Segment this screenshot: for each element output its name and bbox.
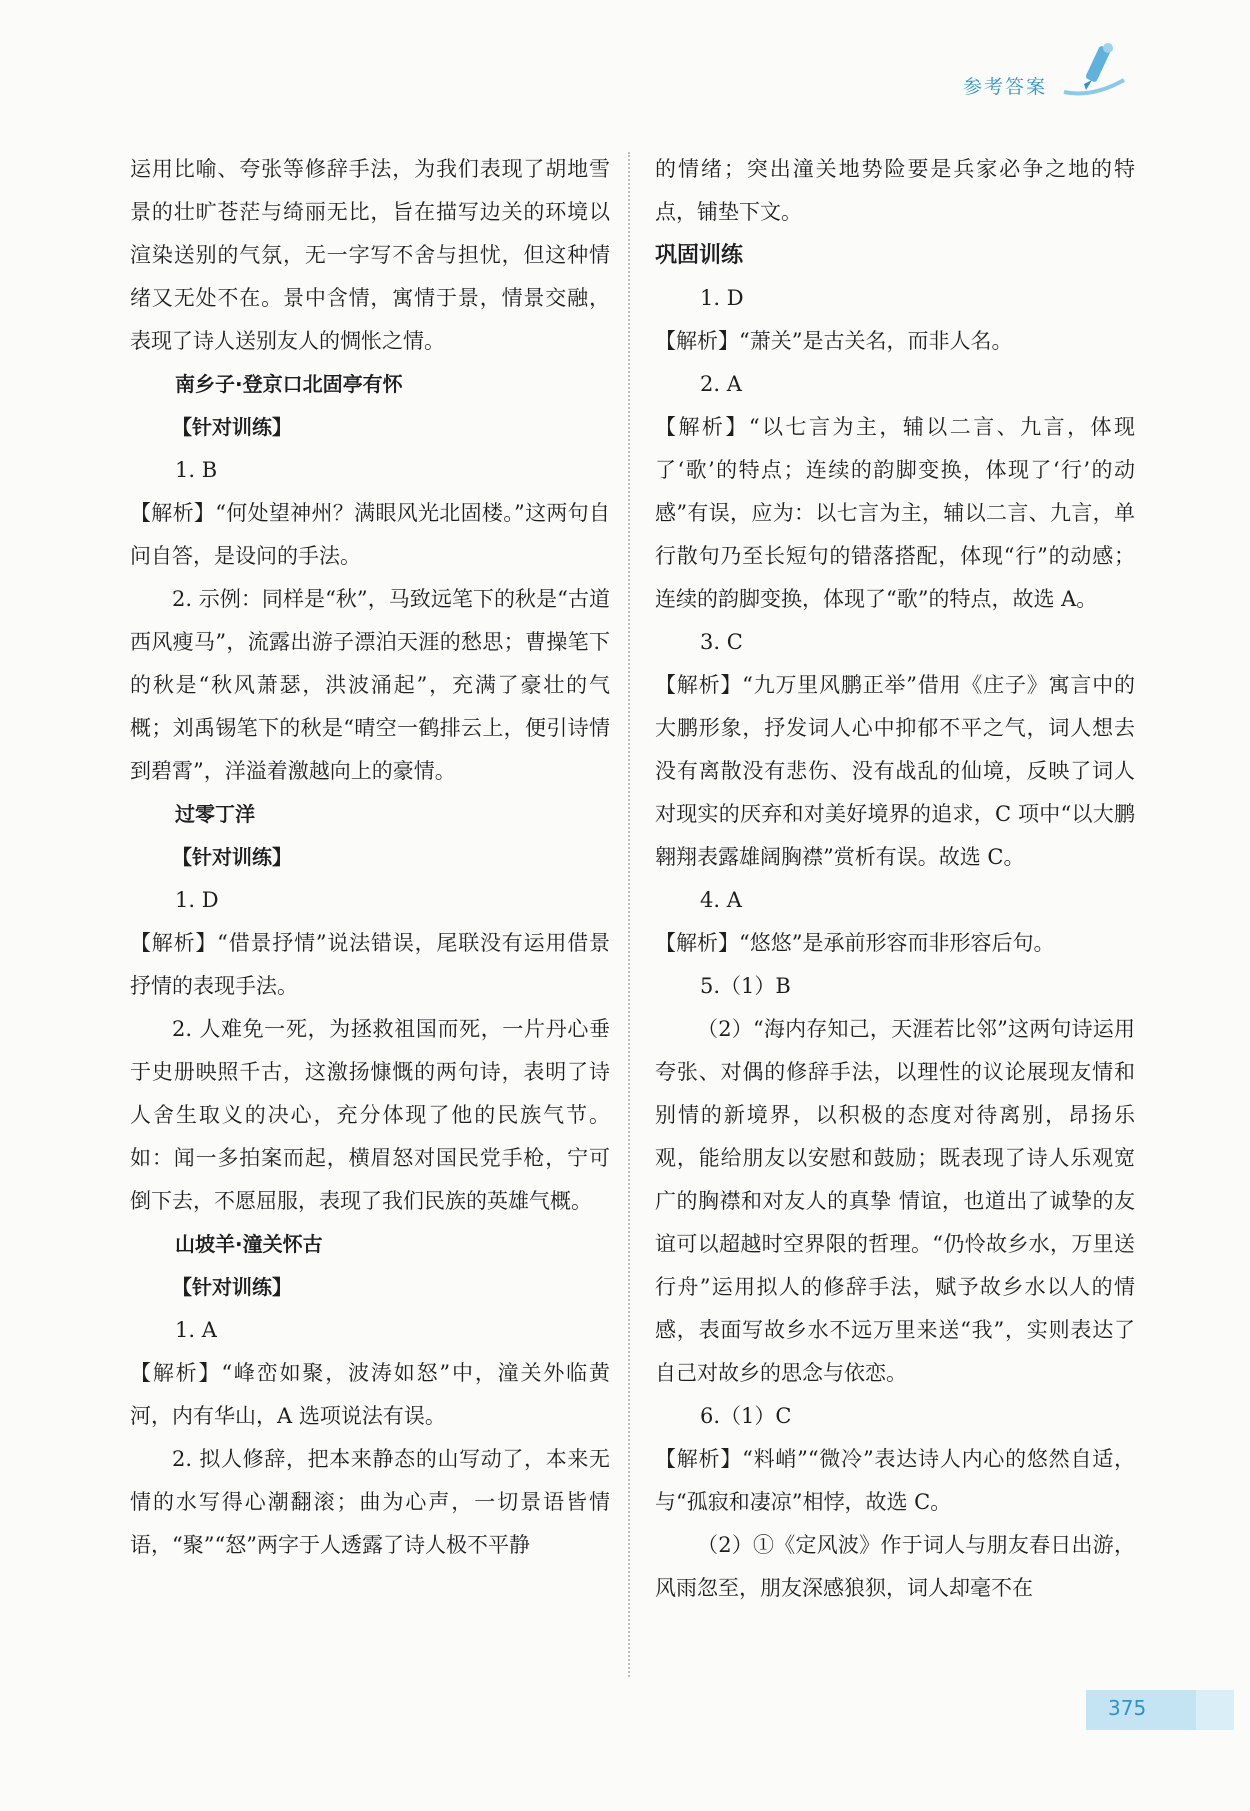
left-column (130, 148, 610, 1567)
answer-paragraph: 【解析】“悠悠”是承前形容而非形容后句。 (655, 931, 1055, 955)
exercise-heading: 【针对训练】 (172, 845, 292, 869)
answer-paragraph: 【解析】“峰峦如聚，波涛如怒”中，潼关外临黄河，内有华山，A 选项说法有误。 (130, 1361, 610, 1428)
answer-number: 1. A (175, 1318, 217, 1342)
answer-number: 6.（1）C (700, 1404, 792, 1428)
poem-title: 山坡羊·潼关怀古 (175, 1232, 323, 1256)
answer-number: 2. A (700, 372, 742, 396)
header-label: 参考答案 (963, 76, 1048, 98)
answer-paragraph: 2. 拟人修辞，把本来静态的山写动了，本来无情的水写得心潮翻滚；曲为心声，一切景语皆情语，“聚”“怒”两字于人透露了诗人极不平静 (130, 1447, 610, 1557)
exercise-heading: 【针对训练】 (172, 1275, 292, 1299)
exercise-heading: 【针对训练】 (172, 415, 292, 439)
answer-paragraph: 【解析】“以七言为主，辅以二言、九言，体现了‘歌’的特点；连续的韵脚变换，体现了‘行’的动感”有误，应为：以七言为主，辅以二言、九言，单行散句乃至长短句的错落搭配，体现“行”的动感；连续的韵脚变换，体现了“歌”的特点，故选 A。 (655, 415, 1135, 611)
pencil-icon (1062, 40, 1132, 100)
answer-paragraph: 【解析】“料峭”“微冷”表达诗人内心的悠然自适，与“孤寂和凄凉”相悖，故选 C。 (655, 1447, 1135, 1514)
answer-number: 4. A (700, 888, 742, 912)
section-heading: 巩固训练 (655, 243, 744, 268)
page-number: 375 (1108, 1696, 1147, 1720)
column-divider (628, 152, 630, 1677)
right-column (655, 148, 1135, 1610)
answer-paragraph: 【解析】“何处望神州？满眼风光北固楼。”这两句自问自答，是设问的手法。 (130, 501, 610, 568)
answer-number: 3. C (700, 630, 743, 654)
answer-paragraph: 【解析】“九万里风鹏正举”借用《庄子》寓言中的大鹏形象，抒发词人心中抑郁不平之气，词人想去没有离散没有悲伤、没有战乱的仙境，反映了词人对现实的厌弃和对美好境界的追求，C 项中“以大鹏翱翔表露雄阔胸襟”赏析有误。故选 C。 (655, 673, 1135, 869)
answer-number: 1. D (175, 888, 219, 912)
poem-title: 南乡子·登京口北固亭有怀 (175, 372, 403, 396)
answer-number: 5.（1）B (700, 974, 791, 998)
answer-paragraph: 运用比喻、夸张等修辞手法，为我们表现了胡地雪景的壮旷苍茫与绮丽无比，旨在描写边关的环境以渲染送别的气氛，无一字写不舍与担忧，但这种情绪又无处不在。景中含情，寓情于景，情景交融，表现了诗人送别友人的惆怅之情。 (130, 157, 610, 353)
answer-paragraph: 2. 示例：同样是“秋”，马致远笔下的秋是“古道西风瘦马”，流露出游子漂泊天涯的愁思；曹操笔下的秋是“秋风萧瑟，洪波涌起”，充满了豪壮的气概；刘禹锡笔下的秋是“晴空一鹤排云上，便引诗情到碧霄”，洋溢着激越向上的豪情。 (130, 587, 610, 783)
page-tab-edge (1196, 1690, 1234, 1730)
poem-title: 过零丁洋 (175, 802, 255, 826)
answer-paragraph: 的情绪；突出潼关地势险要是兵家必争之地的特点，铺垫下文。 (655, 157, 1135, 224)
answer-number: 1. D (700, 286, 744, 310)
answer-paragraph: 【解析】“借景抒情”说法错误，尾联没有运用借景抒情的表现手法。 (130, 931, 610, 998)
answer-paragraph: 2. 人难免一死，为拯救祖国而死，一片丹心垂于史册映照千古，这激扬慷慨的两句诗，表明了诗人舍生取义的决心，充分体现了他的民族气节。如：闻一多拍案而起，横眉怒对国民党手枪，宁可倒下去，不愿屈服，表现了我们民族的英雄气概。 (130, 1017, 610, 1213)
answer-paragraph: 【解析】“萧关”是古关名，而非人名。 (655, 329, 1013, 353)
answer-number: 1. B (175, 458, 218, 482)
answer-paragraph: （2）①《定风波》作于词人与朋友春日出游，风雨忽至，朋友深感狼狈，词人却毫不在 (655, 1533, 1135, 1600)
answer-paragraph: （2）“海内存知己，天涯若比邻”这两句诗运用夸张、对偶的修辞手法，以理性的议论展现友情和别情的新境界，以积极的态度对待离别，昂扬乐观，能给朋友以安慰和鼓励；既表现了诗人乐观宽广的胸襟和对友人的真挚 情谊，也道出了诚挚的友谊可以超越时空界限的哲理。“仍怜故乡水，万里送行舟”运用拟人的修辞手法，赋予故乡水以人的情感，表面写故乡水不远万里来送“我”，实则表达了自己对故乡的思念与依恋。 (655, 1017, 1135, 1385)
